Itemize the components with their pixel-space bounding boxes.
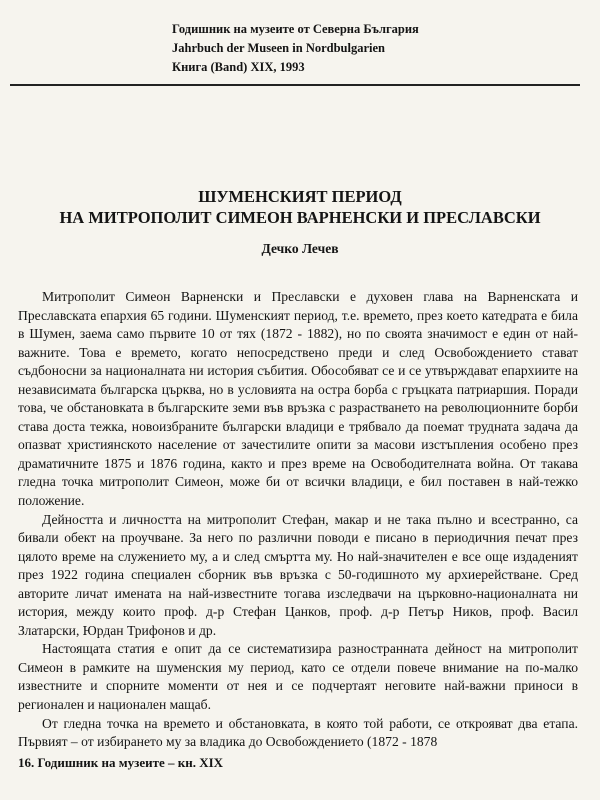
paragraph: Настоящата статия е опит да се систематизира разностранната дейност на митрополит Симеон в рамките на шуменския му период, като се отдели повече внимание на по-малко известните и спорните моменти от нея и се подчертаят неговите най-важни приноси в регионален и национален мащаб. [18,641,578,713]
paragraph: От гледна точка на времето и обстановката, в която той работи, се открояват два етапа. Първият – от избирането му за владика до Освобождението (1872 - 1878 [18,715,578,750]
article-body [18,288,578,752]
article-title [0,186,600,228]
running-head [0,20,600,77]
paragraph: Митрополит Симеон Варненски и Преславски е духовен глава на Варненската и Преславската епархия 65 години. Шуменският период, т.е. времето, през което катедрата е била в Шумен, заема само първите 10 от тях (1872 - 1882), но по своята значимост е един от най-важните. Това е времето, когато непосредствено преди и след Освобождението стават съдбоносни за националната ни история събития. Обособяват се и се утвърждават епархиите на независимата българска църква, но в условията на остра борба с гръцката патриаршия. Поради това, че обстановката в българските земи във връзка с разрастването на революционните борби става доста тежка, новоизбраните български владици е трябвало да поемат трудната задача да опазват християнското население от зачестилите опити за масови изстъпления особено през драматичните 1875 и 1876 година, както и през време на Освободителната война. От такава гледна точка митрополит Симеон, може би от всички владици, е бил поставен в най-тежко положение. [18,289,578,509]
header-rule [10,84,580,86]
title-line-2: НА МИТРОПОЛИТ СИМЕОН ВАРНЕНСКИ И ПРЕСЛАВСКИ [59,208,541,227]
paragraph: Дейността и личността на митрополит Стефан, макар и не така пълно и всестранно, са бивали обект на проучване. За него по различни поводи е писано в периодичния печат през цялото време на служението му, а и след смъртта му. Но най-значителен е все още издаденият през 1922 година специален сборник във връзка с 50-годишното му архиерействане. Сред авторите личат имената на най-известните тогава изследвачи на църковно-националната ни история, между които проф. д-р Стефан Цанков, проф. д-р Петър Ников, проф. Васил Златарски, Юрдан Трифонов и др. [18,511,578,638]
volume-info: Книга (Band) XIX, 1993 [172,60,305,74]
article-author: Дечко Лечев [261,241,339,256]
journal-title-de: Jahrbuch der Museen in Nordbulgarien [172,41,385,55]
title-line-1: ШУМЕНСКИЯТ ПЕРИОД [198,187,402,206]
journal-title-bg: Годишник на музеите от Северна България [172,22,419,36]
page-footer: 16. Годишник на музеите – кн. XIX [18,755,224,770]
